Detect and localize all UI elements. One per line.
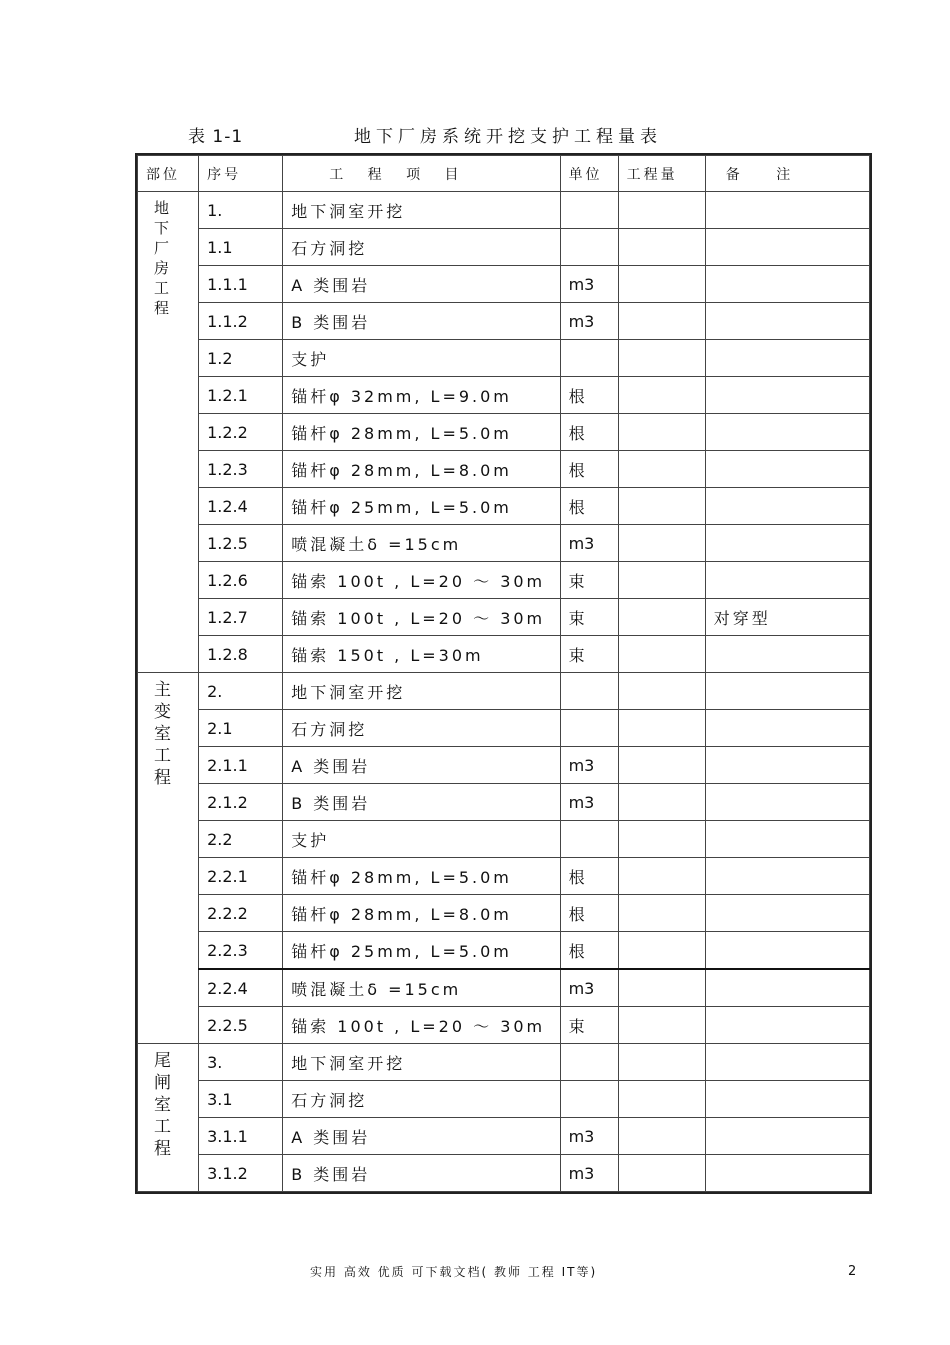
qty-cell (618, 266, 705, 303)
note-cell (705, 192, 869, 229)
header-item: 工 程 项 目 (283, 156, 560, 192)
note-cell (705, 525, 869, 562)
qty-cell (618, 932, 705, 970)
note-cell (705, 710, 869, 747)
table-row (138, 192, 870, 229)
unit-cell: 根 (560, 414, 618, 451)
section-name: 主变室工程 (154, 680, 171, 788)
item-cell: 锚杆φ 28mm, L=8.0m (283, 895, 560, 932)
section-name: 地下厂房工程 (154, 199, 170, 317)
table-row (138, 1081, 870, 1118)
note-cell (705, 1118, 869, 1155)
section-name-cell (138, 192, 199, 673)
item-cell: 喷混凝土δ =15cm (283, 969, 560, 1007)
table-row (138, 969, 870, 1007)
seq-cell: 2.2 (199, 821, 283, 858)
section-name: 尾闸室工程 (154, 1051, 171, 1159)
seq-cell: 1.2.3 (199, 451, 283, 488)
item-cell: 地下洞室开挖 (283, 192, 560, 229)
item-cell: 支护 (283, 821, 560, 858)
seq-cell: 1.1.1 (199, 266, 283, 303)
item-cell: A 类围岩 (283, 747, 560, 784)
header-qty: 工程量 (618, 156, 705, 192)
note-cell (705, 377, 869, 414)
item-cell: 锚杆φ 25mm, L=5.0m (283, 932, 560, 970)
section-name-cell (138, 1044, 199, 1192)
seq-cell: 3. (199, 1044, 283, 1081)
note-cell (705, 229, 869, 266)
note-cell (705, 673, 869, 710)
table-row (138, 784, 870, 821)
qty-cell (618, 303, 705, 340)
unit-cell: m3 (560, 747, 618, 784)
table-row (138, 932, 870, 970)
qty-cell (618, 821, 705, 858)
table-row (138, 303, 870, 340)
note-cell (705, 636, 869, 673)
quantity-table (135, 153, 872, 1194)
item-cell: 石方洞挖 (283, 710, 560, 747)
item-cell: B 类围岩 (283, 303, 560, 340)
qty-cell (618, 1155, 705, 1192)
unit-cell: m3 (560, 1118, 618, 1155)
table-row (138, 377, 870, 414)
qty-cell (618, 895, 705, 932)
note-cell (705, 451, 869, 488)
unit-cell: m3 (560, 303, 618, 340)
item-cell: 支护 (283, 340, 560, 377)
unit-cell (560, 1081, 618, 1118)
table-row (138, 858, 870, 895)
table-row (138, 1007, 870, 1044)
qty-cell (618, 969, 705, 1007)
note-cell (705, 266, 869, 303)
note-cell (705, 340, 869, 377)
unit-cell (560, 821, 618, 858)
seq-cell: 1.2.7 (199, 599, 283, 636)
qty-cell (618, 562, 705, 599)
qty-cell (618, 192, 705, 229)
item-cell: 锚杆φ 28mm, L=5.0m (283, 414, 560, 451)
unit-cell: 束 (560, 636, 618, 673)
table-row (138, 525, 870, 562)
seq-cell: 3.1.2 (199, 1155, 283, 1192)
unit-cell (560, 1044, 618, 1081)
qty-cell (618, 747, 705, 784)
note-cell (705, 303, 869, 340)
seq-cell: 3.1.1 (199, 1118, 283, 1155)
qty-cell (618, 414, 705, 451)
item-cell: A 类围岩 (283, 1118, 560, 1155)
qty-cell (618, 525, 705, 562)
unit-cell: 根 (560, 932, 618, 970)
qty-cell (618, 488, 705, 525)
table-row (138, 451, 870, 488)
table-row (138, 488, 870, 525)
table-row (138, 599, 870, 636)
seq-cell: 1.2.1 (199, 377, 283, 414)
qty-cell (618, 636, 705, 673)
note-cell (705, 1007, 869, 1044)
table-row (138, 673, 870, 710)
header-part: 部位 (138, 156, 199, 192)
seq-cell: 1.2.4 (199, 488, 283, 525)
seq-cell: 1.2.6 (199, 562, 283, 599)
seq-cell: 2. (199, 673, 283, 710)
item-cell: 锚杆φ 32mm, L=9.0m (283, 377, 560, 414)
header-unit: 单位 (560, 156, 618, 192)
unit-cell: m3 (560, 784, 618, 821)
qty-cell (618, 377, 705, 414)
qty-cell (618, 340, 705, 377)
item-cell: 地下洞室开挖 (283, 1044, 560, 1081)
seq-cell: 1.1.2 (199, 303, 283, 340)
qty-cell (618, 1007, 705, 1044)
unit-cell (560, 229, 618, 266)
unit-cell: m3 (560, 525, 618, 562)
seq-cell: 1.2.8 (199, 636, 283, 673)
note-cell (705, 969, 869, 1007)
item-cell: 锚索 100t , L=20 ～ 30m (283, 599, 560, 636)
item-cell: 锚索 100t , L=20 ～ 30m (283, 1007, 560, 1044)
note-cell (705, 1155, 869, 1192)
note-cell (705, 784, 869, 821)
note-cell: 对穿型 (705, 599, 869, 636)
table-title: 地下厂房系统开挖支护工程量表 (354, 127, 662, 147)
unit-cell: 根 (560, 858, 618, 895)
unit-cell (560, 710, 618, 747)
unit-cell: 束 (560, 562, 618, 599)
seq-cell: 1.2.2 (199, 414, 283, 451)
table-row (138, 1044, 870, 1081)
note-cell (705, 858, 869, 895)
item-cell: 地下洞室开挖 (283, 673, 560, 710)
unit-cell: 束 (560, 599, 618, 636)
table-row (138, 636, 870, 673)
seq-cell: 1. (199, 192, 283, 229)
qty-cell (618, 784, 705, 821)
seq-cell: 2.2.1 (199, 858, 283, 895)
qty-cell (618, 1044, 705, 1081)
table-row (138, 1155, 870, 1192)
unit-cell: m3 (560, 969, 618, 1007)
section-name-cell (138, 673, 199, 1044)
unit-cell: 根 (560, 377, 618, 414)
item-cell: 锚索 100t , L=20 ～ 30m (283, 562, 560, 599)
item-cell: 锚杆φ 28mm, L=8.0m (283, 451, 560, 488)
table-row (138, 895, 870, 932)
table-row (138, 710, 870, 747)
table-caption (0, 122, 950, 146)
table-number: 表 1-1 (188, 127, 244, 147)
item-cell: 喷混凝土δ =15cm (283, 525, 560, 562)
seq-cell: 2.1.1 (199, 747, 283, 784)
unit-cell: 根 (560, 895, 618, 932)
unit-cell: m3 (560, 266, 618, 303)
note-cell (705, 1081, 869, 1118)
note-cell (705, 895, 869, 932)
unit-cell: 根 (560, 451, 618, 488)
qty-cell (618, 599, 705, 636)
unit-cell: 束 (560, 1007, 618, 1044)
note-cell (705, 414, 869, 451)
page-footer: 实用 高效 优质 可下载文档( 教师 工程 IT等) (310, 1265, 598, 1279)
note-cell (705, 488, 869, 525)
item-cell: 锚杆φ 28mm, L=5.0m (283, 858, 560, 895)
table-row (138, 821, 870, 858)
qty-cell (618, 710, 705, 747)
qty-cell (618, 451, 705, 488)
table-row (138, 340, 870, 377)
header-seq: 序号 (199, 156, 283, 192)
item-cell: 锚杆φ 25mm, L=5.0m (283, 488, 560, 525)
unit-cell: m3 (560, 1155, 618, 1192)
qty-cell (618, 1081, 705, 1118)
seq-cell: 3.1 (199, 1081, 283, 1118)
seq-cell: 2.2.2 (199, 895, 283, 932)
item-cell: B 类围岩 (283, 784, 560, 821)
table-row (138, 562, 870, 599)
unit-cell (560, 673, 618, 710)
item-cell: 锚索 150t , L=30m (283, 636, 560, 673)
qty-cell (618, 858, 705, 895)
unit-cell (560, 192, 618, 229)
page-number: 2 (848, 1264, 857, 1279)
table-row (138, 229, 870, 266)
seq-cell: 2.1.2 (199, 784, 283, 821)
seq-cell: 2.2.4 (199, 969, 283, 1007)
seq-cell: 2.1 (199, 710, 283, 747)
note-cell (705, 562, 869, 599)
seq-cell: 1.2 (199, 340, 283, 377)
qty-cell (618, 673, 705, 710)
header-note: 备 注 (705, 156, 869, 192)
item-cell: 石方洞挖 (283, 1081, 560, 1118)
item-cell: B 类围岩 (283, 1155, 560, 1192)
table-row (138, 414, 870, 451)
note-cell (705, 747, 869, 784)
seq-cell: 1.1 (199, 229, 283, 266)
qty-cell (618, 1118, 705, 1155)
seq-cell: 2.2.5 (199, 1007, 283, 1044)
seq-cell: 1.2.5 (199, 525, 283, 562)
table-row (138, 266, 870, 303)
unit-cell: 根 (560, 488, 618, 525)
item-cell: A 类围岩 (283, 266, 560, 303)
unit-cell (560, 340, 618, 377)
table-row (138, 747, 870, 784)
table-row (138, 1118, 870, 1155)
seq-cell: 2.2.3 (199, 932, 283, 970)
table-header-row (138, 156, 870, 192)
note-cell (705, 1044, 869, 1081)
item-cell: 石方洞挖 (283, 229, 560, 266)
note-cell (705, 932, 869, 970)
note-cell (705, 821, 869, 858)
qty-cell (618, 229, 705, 266)
